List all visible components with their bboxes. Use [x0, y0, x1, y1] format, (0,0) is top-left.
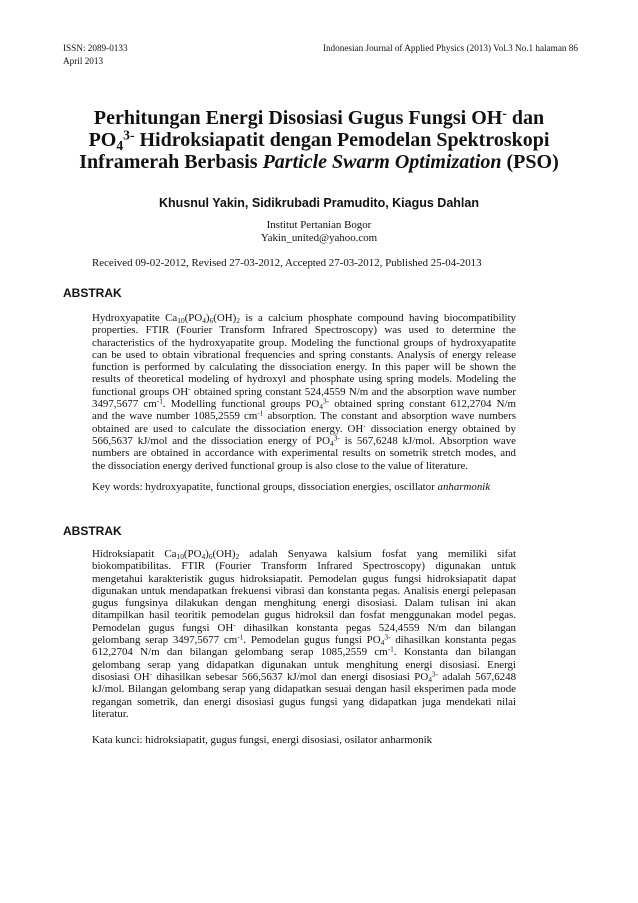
subscript: 4 [202, 316, 206, 326]
abstract-line [92, 634, 516, 646]
text-run: (PSO) [501, 151, 559, 173]
text-run: and the wave number 1085,2559 cm [92, 410, 258, 423]
abstract-line [92, 398, 516, 410]
text-run: gugus fungsinya dilakukan dengan menghitung energi disosiasi. Dalam tulisan ini akan [92, 597, 516, 610]
subscript: 6 [208, 552, 213, 562]
abstract-line [92, 683, 516, 695]
subscript: 10 [176, 552, 184, 562]
text-run: (PO [184, 312, 203, 324]
abstract-line [92, 312, 516, 324]
subscript: 4 [380, 638, 385, 648]
superscript: - [188, 384, 191, 394]
text-run: obtained spring constant 524,4559 N/m and the absorption wave number [190, 385, 516, 398]
text-run: kJ/mol. Bilangan gelombang serap yang didapatkan sesuai dengan hasil eksperimen pada mode [92, 683, 516, 696]
page-header-left [63, 42, 128, 68]
text-run: ) [205, 312, 210, 324]
abstract-line [92, 548, 516, 560]
abstract-line [92, 597, 516, 609]
subscript: 2 [236, 316, 240, 326]
text-run: can be used to obtain vibrational frequencies and spring constants. Analysis of energy release [92, 348, 516, 361]
text-run: dan [506, 107, 545, 129]
author-list: Khusnul Yakin, Sidikrubadi Pramudito, Kiagus Dahlan [159, 196, 479, 210]
text-run: (PO [183, 548, 202, 560]
text-run: Key words: hydroxyapatite, functional groups, dissociation energies, oscillator [92, 481, 438, 493]
text-run: absorption. The constant and absorption wave numbers [263, 410, 516, 423]
abstract-line [92, 622, 516, 634]
text-run: literatur. [92, 707, 129, 720]
abstract-line [92, 373, 516, 385]
text-run: 612,2704 N/m dan bilangan gelombang serap 1085,2559 cm [92, 646, 388, 659]
abstract-line [92, 386, 516, 398]
text-run: mengetahui karakteristik gugus hidroksiapatit. Pemodelan gugus fungsi hidroksiapatit dapat [92, 572, 516, 585]
paper-title [0, 107, 638, 173]
text-run: functional groups OH [92, 385, 189, 398]
subscript: 10 [177, 316, 185, 326]
superscript: -1 [237, 632, 244, 642]
superscript: -1 [257, 408, 264, 418]
subscript: 6 [209, 316, 214, 326]
abstract-line [92, 361, 516, 373]
abstract-body [92, 548, 516, 720]
text-run: 566,5637 kJ/mol and the dissociation energy of PO [92, 434, 330, 447]
author-email: Yakin_united@yahoo.com [260, 232, 378, 244]
text-run: . Konstanta dan bilangan [393, 646, 516, 659]
text-run: dihasilkan konstanta pegas [390, 634, 516, 647]
abstract-heading: ABSTRAK [63, 524, 122, 538]
text-run: numbers are obtained in accordance with experimental results on sometrik stretch modes, and [92, 447, 516, 460]
journal-citation: Indonesian Journal of Applied Physics (2013) Vol.3 No.1 halaman 86 [322, 43, 578, 53]
subscript: 4 [319, 402, 323, 412]
text-run: obtained spring constant 612,2704 N/m [329, 398, 516, 411]
abstract-line [92, 609, 516, 621]
superscript: 3- [333, 433, 340, 443]
abstract-line [92, 460, 516, 472]
title-line [0, 151, 638, 173]
text-run: (OH) [212, 548, 236, 560]
text-run: obtained are used to calculate the dissociation energy. OH [92, 422, 364, 435]
subscript: 4 [428, 675, 432, 685]
text-run: adalah Senyawa kalsium fosfat yang memiliki sifat [239, 548, 516, 560]
text-run: Inframerah Berbasis [79, 151, 263, 173]
affiliation: Institut Pertanian Bogor [266, 219, 372, 231]
subscript: 4 [329, 439, 334, 449]
article-dates: Received 09-02-2012, Revised 27-03-2012, Accepted 27-03-2012, Published 25-04-2013 [92, 257, 482, 269]
abstract-line [92, 696, 516, 708]
superscript: - [149, 669, 153, 679]
text-run: digunakan untuk mendapatkan frekuensi vibrasi dan konstanta pegas. Analisis energi pelepasan [92, 584, 516, 597]
abstract-line [92, 410, 516, 422]
abstract-line [92, 708, 516, 720]
text-run: Hidroksiapatit Ca [92, 548, 177, 560]
abstract-heading: ABSTRAK [63, 286, 122, 300]
text-run: gelombang serap 3497,5677 cm [92, 634, 238, 647]
text-run: dissociation energy obtained by [365, 422, 516, 435]
text-run: dihasilkan konstanta pegas 524,4559 N/m dan bilangan [235, 621, 516, 634]
subscript: 4 [201, 552, 206, 562]
superscript: -1 [156, 396, 163, 406]
affiliation-block [0, 219, 638, 245]
subscript: 4 [116, 137, 124, 153]
abstract-line [92, 423, 516, 435]
abstract-line [92, 671, 516, 683]
text-run: regangan sometrik, dan energi disosiasi gugus fungsi yang didapatkan juga mendekati nilai [92, 695, 516, 708]
text-run: disosiasi OH [92, 670, 150, 683]
issue-date: April 2013 [63, 56, 104, 66]
text-run: Hidroksiapatit dengan Pemodelan Spektroskopi [134, 129, 550, 151]
abstract-line [92, 659, 516, 671]
superscript: - [233, 620, 236, 630]
text-run: ditampilkan hasil teoritik pemodelan gugus hidroksil dan fosfat menggunakan model pegas. [92, 609, 516, 622]
text-run: function is performed by calculating the dissociation energy. In this paper will be shown the [92, 361, 516, 374]
abstract-line [92, 349, 516, 361]
text-run: is 567,6248 kJ/mol. Absorption wave [339, 434, 516, 447]
text-run: biokompatibilitas. FTIR (Fourier Transform Infrared Spectroscopy) digunakan untuk [92, 560, 516, 573]
abstract-line [92, 573, 516, 585]
abstract-line [92, 560, 516, 572]
superscript: 3- [384, 632, 391, 642]
text-run: Hydroxyapatite Ca [92, 312, 178, 324]
title-line [0, 129, 638, 151]
abstract-body [92, 312, 516, 472]
superscript: - [502, 105, 507, 121]
italic-text: anharmonik [437, 481, 491, 493]
text-run: . Modelling functional groups PO [162, 398, 320, 411]
subscript: 2 [235, 552, 240, 562]
text-run: results of theoretical modeling of hydroxyl and phosphate using spring models. Modeling the [92, 373, 516, 386]
text-run: properties. FTIR (Fourier Transform Infrared Spectroscopy) was used to determine the [92, 324, 516, 337]
abstract-line [92, 646, 516, 658]
abstract-line [92, 447, 516, 459]
abstract-line [92, 585, 516, 597]
keywords-line [92, 481, 490, 494]
abstract-line [92, 435, 516, 447]
text-run: (OH) [213, 312, 237, 324]
keywords-line [92, 734, 432, 747]
abstract-line [92, 324, 516, 336]
text-run: is a calcium phosphate compound having biocompatibility [239, 312, 516, 324]
superscript: 3- [431, 669, 439, 679]
text-run: dihasilkan sebesar 566,5637 kJ/mol dan energi disosiasi PO [152, 670, 429, 683]
text-run: Perhitungan Energi Disosiasi Gugus Fungsi OH [93, 107, 503, 129]
text-run: . Pemodelan gugus fungsi PO [243, 634, 381, 647]
text-run: gelombang serap yang didapatkan digunakan untuk menghitung energi disosiasi. Energi [92, 658, 516, 671]
issn-text: ISSN: 2089-0133 [63, 43, 128, 53]
superscript: - [363, 421, 366, 431]
title-line [0, 107, 638, 129]
text-run: PO [88, 129, 117, 151]
text-run: characteristics of the hydroxyapatite group. Modeling the functional groups of hydroxyapatite [92, 336, 516, 349]
abstract-line [92, 337, 516, 349]
superscript: -1 [387, 644, 394, 654]
text-run: the dissociation energy derived functional group is also close to the value of literature. [92, 459, 469, 472]
text-run: adalah 567,6248 [438, 670, 517, 683]
text-run: ) [205, 548, 209, 560]
text-run: 3497,5677 cm [92, 398, 157, 411]
superscript: 3- [322, 396, 330, 406]
text-run: Kata kunci: hidroksiapatit, gugus fungsi, energi disosiasi, osilator anharmonik [92, 734, 433, 746]
italic-text: Particle Swarm Optimization [262, 151, 502, 173]
superscript: 3- [123, 127, 135, 143]
text-run: Pemodelan gugus fungsi OH [92, 621, 234, 634]
